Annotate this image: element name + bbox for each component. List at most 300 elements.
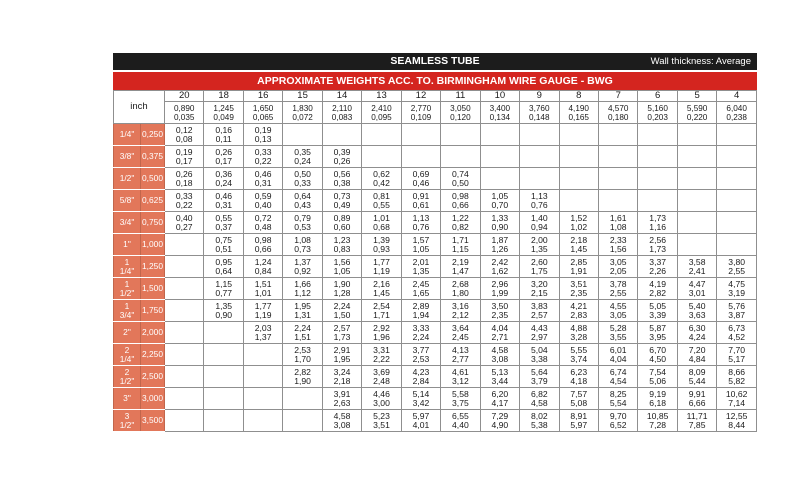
weight-value-2: 0,46 (412, 177, 430, 188)
weight-cell (520, 146, 559, 168)
weight-cell (165, 212, 204, 234)
weight-value-2: 2,45 (452, 331, 469, 342)
table-row (114, 212, 757, 234)
weight-cell (165, 300, 204, 322)
weight-value-2: 2,82 (649, 287, 667, 298)
weight-value-2: 2,24 (412, 331, 430, 342)
weight-value-1: 4,46 (373, 388, 390, 399)
weight-value-2: 4,04 (609, 353, 627, 364)
size-inch-part: 1/2" (119, 287, 135, 298)
weight-cell (480, 168, 519, 190)
weight-cell (165, 256, 204, 278)
row-size-inch (114, 256, 141, 278)
weight-value-2: 0,22 (254, 155, 272, 166)
thickness-mm: 3,760 (529, 103, 550, 113)
sheet-subtitle: APPROXIMATE WEIGHTS ACC. TO. BIRMINGHAM WIRE GAUGE - BWG (113, 72, 757, 90)
weight-value-1: 5,28 (609, 322, 627, 333)
weight-value-1: 1,77 (254, 300, 272, 311)
weight-cell (638, 168, 677, 190)
thickness-mm: 1,830 (292, 103, 313, 113)
weight-cell (204, 322, 243, 344)
weight-value-2: 0,40 (254, 199, 272, 210)
thickness-cell (243, 102, 282, 124)
weight-cell (598, 278, 637, 300)
row-size-inch (114, 146, 141, 168)
weight-value-1: 1,71 (452, 234, 469, 245)
weight-cell (362, 366, 401, 388)
weight-value-2: 0,64 (215, 265, 233, 276)
weight-value-1: 2,45 (412, 278, 430, 289)
weight-value-2: 0,48 (254, 221, 272, 232)
weight-value-2: 4,54 (609, 375, 627, 386)
weight-value-1: 7,57 (570, 388, 588, 399)
table-row (114, 410, 757, 432)
weight-cell (677, 256, 716, 278)
weight-cell (283, 388, 322, 410)
gauge-number: 18 (204, 91, 243, 102)
weight-cell (717, 300, 757, 322)
weight-cell (204, 256, 243, 278)
weight-cell (362, 234, 401, 256)
weight-value-2: 1,90 (294, 375, 311, 386)
weight-value-1: 0,19 (254, 124, 272, 135)
weight-cell (204, 366, 243, 388)
weight-value-1: 0,72 (254, 212, 272, 223)
weight-value-2: 1,28 (333, 287, 351, 298)
weight-value-1: 6,70 (649, 344, 667, 355)
weight-value-2: 1,80 (452, 287, 469, 298)
weight-cell (717, 410, 757, 432)
weight-cell (362, 278, 401, 300)
weight-value-1: 0,26 (215, 146, 233, 157)
weight-value-1: 0,56 (333, 168, 351, 179)
weight-value-1: 7,70 (728, 344, 746, 355)
weight-value-1: 1,01 (373, 212, 390, 223)
weight-cell (204, 388, 243, 410)
weight-value-2: 6,18 (649, 397, 667, 408)
weight-cell (401, 168, 440, 190)
weight-cell (165, 234, 204, 256)
weight-cell (717, 278, 757, 300)
weight-value-2: 7,14 (728, 397, 746, 408)
weight-value-2: 1,73 (649, 243, 667, 254)
thickness-mm: 6,040 (726, 103, 747, 113)
gauge-header-row (114, 91, 757, 102)
weight-cell (322, 212, 361, 234)
weight-value-2: 0,13 (254, 133, 272, 144)
thickness-inch: 0,238 (726, 112, 747, 122)
weight-cell (243, 388, 282, 410)
weight-value-2: 0,55 (373, 199, 390, 210)
weight-cell (165, 410, 204, 432)
weight-value-2: 1,99 (491, 287, 509, 298)
weight-value-1: 1,77 (373, 256, 390, 267)
weight-value-1: 0,19 (175, 146, 193, 157)
weight-value-1: 1,40 (530, 212, 548, 223)
weight-value-2: 6,66 (688, 397, 706, 408)
weight-cell (520, 168, 559, 190)
weight-cell (559, 300, 598, 322)
weight-cell (243, 410, 282, 432)
weight-value-2: 2,55 (728, 265, 746, 276)
row-size-decimal: 0,625 (141, 190, 165, 212)
weight-value-2: 0,08 (175, 133, 193, 144)
weight-value-1: 0,73 (333, 190, 351, 201)
weight-value-2: 2,57 (530, 309, 548, 320)
weight-value-2: 0,73 (294, 243, 311, 254)
thickness-inch: 0,220 (686, 112, 708, 122)
weight-value-2: 3,55 (609, 331, 627, 342)
weight-value-2: 3,74 (570, 353, 588, 364)
weight-cell (441, 256, 480, 278)
weight-cell (480, 322, 519, 344)
sheet-title: SEAMLESS TUBE (390, 55, 480, 67)
weight-value-1: 6,73 (728, 322, 746, 333)
row-size-decimal: 2,500 (141, 366, 165, 388)
weight-cell (165, 366, 204, 388)
row-size-inch (114, 234, 141, 256)
weight-value-1: 8,09 (688, 366, 706, 377)
weight-cell (677, 344, 716, 366)
thickness-cell (165, 102, 204, 124)
weight-cell (322, 124, 361, 146)
weight-value-2: 0,37 (215, 221, 233, 232)
weight-value-2: 2,55 (609, 287, 627, 298)
weight-value-2: 4,18 (570, 375, 588, 386)
table-row (114, 234, 757, 256)
weight-value-1: 0,12 (175, 124, 193, 135)
weight-value-2: 1,12 (294, 287, 311, 298)
thickness-cell (322, 102, 361, 124)
weight-value-2: 3,75 (452, 397, 469, 408)
weight-cell (283, 124, 322, 146)
weight-cell (204, 344, 243, 366)
size-inch-part: 3/8" (119, 151, 135, 161)
weight-value-1: 0,98 (254, 234, 272, 245)
weight-cell (401, 234, 440, 256)
weight-cell (441, 410, 480, 432)
weight-value-2: 1,35 (530, 243, 548, 254)
weight-value-1: 1,61 (609, 212, 627, 223)
weight-cell (441, 190, 480, 212)
size-inch-part: 1/2" (119, 375, 135, 386)
weight-value-1: 8,66 (728, 366, 746, 377)
weight-cell (717, 190, 757, 212)
weight-value-1: 5,64 (530, 366, 548, 377)
weight-cell (401, 146, 440, 168)
weight-cell (638, 212, 677, 234)
thickness-cell (401, 102, 440, 124)
weight-cell (677, 146, 716, 168)
weight-cell (362, 256, 401, 278)
weight-value-2: 4,58 (530, 397, 548, 408)
weight-value-1: 2,24 (294, 322, 311, 333)
weight-value-2: 0,22 (175, 199, 193, 210)
weight-value-1: 0,95 (215, 256, 233, 267)
weight-value-2: 0,92 (294, 265, 311, 276)
weight-value-1: 4,04 (491, 322, 509, 333)
weight-value-2: 5,06 (649, 375, 667, 386)
weight-cell (243, 278, 282, 300)
weight-cell (638, 278, 677, 300)
weight-value-1: 3,37 (649, 256, 667, 267)
weight-cell (520, 212, 559, 234)
weight-value-1: 0,69 (412, 168, 430, 179)
weight-value-1: 3,31 (373, 344, 390, 355)
row-size-decimal: 3,500 (141, 410, 165, 432)
weight-value-2: 1,45 (570, 243, 588, 254)
size-inch-part: 5/8" (119, 195, 135, 205)
weight-cell (480, 410, 519, 432)
weight-value-1: 2,85 (570, 256, 588, 267)
weight-value-2: 0,93 (373, 243, 390, 254)
weight-value-2: 3,44 (491, 375, 509, 386)
size-inch-part: 1/2" (119, 173, 135, 183)
weight-value-1: 1,35 (215, 300, 233, 311)
weight-value-1: 6,01 (609, 344, 627, 355)
weight-value-2: 0,61 (412, 199, 430, 210)
thickness-inch: 0,148 (529, 112, 550, 122)
row-size-decimal: 0,750 (141, 212, 165, 234)
weight-cell (638, 124, 677, 146)
weight-value-2: 0,83 (333, 243, 351, 254)
size-inch-part: 1/4" (119, 265, 135, 276)
size-inch-part: 1 (124, 278, 130, 289)
size-inch-part: 1/4" (119, 129, 135, 139)
weight-value-1: 5,97 (412, 410, 430, 421)
weight-value-2: 0,11 (215, 133, 232, 144)
weight-cell (243, 344, 282, 366)
weight-value-1: 3,64 (452, 322, 469, 333)
table-body (114, 124, 757, 432)
row-size-inch (114, 344, 141, 366)
weight-value-2: 2,35 (570, 287, 588, 298)
weight-cell (204, 168, 243, 190)
weight-value-2: 3,08 (333, 419, 351, 430)
weight-value-1: 2,00 (530, 234, 548, 245)
weight-cell (204, 234, 243, 256)
weight-cell (677, 410, 716, 432)
weight-cell (362, 322, 401, 344)
row-size-inch (114, 300, 141, 322)
weight-value-2: 2,77 (452, 353, 469, 364)
weight-value-2: 3,79 (530, 375, 548, 386)
weight-cell (441, 278, 480, 300)
weight-value-2: 0,82 (452, 221, 469, 232)
weight-value-1: 2,03 (254, 322, 272, 333)
weight-cell (559, 190, 598, 212)
weight-cell (401, 410, 440, 432)
weight-value-2: 1,15 (452, 243, 469, 254)
weight-cell (322, 300, 361, 322)
inch-header: inch (114, 91, 165, 124)
weight-value-2: 1,05 (333, 265, 351, 276)
weight-value-2: 5,54 (609, 397, 627, 408)
weight-cell (638, 256, 677, 278)
weight-cell (441, 234, 480, 256)
weight-value-1: 2,33 (609, 234, 627, 245)
size-inch-part: 1/2" (119, 419, 135, 430)
weight-value-1: 1,90 (333, 278, 351, 289)
gauge-number: 13 (362, 91, 401, 102)
weight-cell (362, 168, 401, 190)
weight-value-1: 3,83 (530, 300, 548, 311)
weight-value-2: 1,47 (452, 265, 469, 276)
weight-value-1: 1,57 (412, 234, 430, 245)
weight-cell (559, 278, 598, 300)
weight-value-1: 0,55 (215, 212, 233, 223)
weight-value-2: 1,16 (649, 221, 667, 232)
weight-cell (401, 366, 440, 388)
weight-value-1: 1,23 (333, 234, 351, 245)
weight-value-2: 1,01 (254, 287, 272, 298)
weight-cell (441, 168, 480, 190)
row-size-decimal: 0,375 (141, 146, 165, 168)
weight-cell (520, 344, 559, 366)
table-row (114, 146, 757, 168)
row-size-decimal: 2,250 (141, 344, 165, 366)
size-inch-part: 2 (124, 366, 130, 377)
weight-cell (520, 278, 559, 300)
weight-value-2: 2,18 (333, 375, 351, 386)
weight-value-1: 6,20 (491, 388, 509, 399)
weight-value-1: 5,13 (491, 366, 509, 377)
weight-value-1: 1,08 (294, 234, 311, 245)
weight-cell (717, 366, 757, 388)
weight-value-2: 1,08 (609, 221, 627, 232)
weight-cell (322, 410, 361, 432)
gauge-number: 8 (559, 91, 598, 102)
weight-value-2: 1,37 (254, 331, 272, 342)
weight-cell (638, 366, 677, 388)
weight-value-1: 4,13 (452, 344, 469, 355)
thickness-inch: 0,083 (331, 112, 353, 122)
row-size-decimal: 0,500 (141, 168, 165, 190)
tube-weight-sheet (113, 53, 757, 432)
weight-cell (677, 278, 716, 300)
gauge-number: 15 (283, 91, 322, 102)
thickness-cell (559, 102, 598, 124)
weight-value-2: 1,71 (373, 309, 390, 320)
gauge-number: 10 (480, 91, 519, 102)
weight-value-1: 3,05 (609, 256, 627, 267)
weight-value-1: 1,87 (491, 234, 509, 245)
weight-value-1: 4,88 (570, 322, 588, 333)
weight-cell (717, 322, 757, 344)
weight-value-1: 4,58 (333, 410, 351, 421)
weight-value-2: 1,73 (333, 331, 351, 342)
weight-value-2: 2,12 (452, 309, 469, 320)
weight-value-2: 0,66 (254, 243, 272, 254)
weight-value-1: 0,62 (373, 168, 390, 179)
weight-cell (480, 278, 519, 300)
weight-cell (598, 410, 637, 432)
thickness-mm: 1,650 (252, 103, 274, 113)
thickness-inch: 0,095 (371, 112, 392, 122)
weight-value-2: 0,68 (373, 221, 390, 232)
size-inch-part: 3/4" (119, 309, 135, 320)
weight-value-1: 0,75 (215, 234, 233, 245)
thickness-inch: 0,120 (450, 112, 471, 122)
weight-value-1: 6,74 (609, 366, 627, 377)
gauge-number: 14 (322, 91, 361, 102)
weight-cell (638, 410, 677, 432)
weight-cell (204, 146, 243, 168)
weight-cell (441, 300, 480, 322)
weight-value-2: 4,52 (728, 331, 746, 342)
weight-value-1: 0,33 (175, 190, 193, 201)
row-size-inch (114, 278, 141, 300)
weight-value-1: 3,24 (333, 366, 351, 377)
weight-cell (243, 190, 282, 212)
weight-cell (165, 388, 204, 410)
size-inch-part: 1" (123, 239, 131, 249)
thickness-mm: 2,110 (332, 103, 352, 113)
weight-value-2: 0,90 (491, 221, 509, 232)
weight-cell (559, 322, 598, 344)
weight-value-2: 2,97 (530, 331, 548, 342)
weight-value-2: 4,24 (688, 331, 706, 342)
weight-value-1: 1,51 (254, 278, 272, 289)
weight-cell (283, 190, 322, 212)
weight-value-2: 1,94 (412, 309, 430, 320)
title-bar (113, 53, 757, 70)
weight-cell (322, 278, 361, 300)
weight-value-1: 5,58 (452, 388, 469, 399)
weight-cell (283, 146, 322, 168)
weight-value-1: 2,82 (294, 366, 311, 377)
weight-value-1: 0,46 (254, 168, 272, 179)
weight-value-1: 2,68 (452, 278, 469, 289)
thickness-inch: 0,180 (607, 112, 629, 122)
weight-value-2: 2,15 (530, 287, 548, 298)
weight-value-2: 4,50 (649, 353, 667, 364)
weight-value-2: 0,17 (175, 155, 193, 166)
thickness-inch: 0,072 (292, 112, 313, 122)
weight-value-1: 1,13 (530, 190, 548, 201)
weight-value-2: 0,76 (530, 199, 548, 210)
weight-value-2: 4,01 (412, 419, 430, 430)
weight-value-2: 2,35 (491, 309, 509, 320)
weight-cell (243, 322, 282, 344)
weight-value-2: 0,27 (175, 221, 193, 232)
weight-cell (480, 256, 519, 278)
size-inch-part: 1 (124, 256, 130, 267)
weight-value-1: 0,33 (254, 146, 272, 157)
thickness-mm: 4,190 (568, 103, 589, 113)
gauge-number: 20 (165, 91, 204, 102)
weight-cell (243, 212, 282, 234)
weight-value-1: 0,40 (175, 212, 193, 223)
weight-cell (322, 344, 361, 366)
weight-value-1: 2,96 (491, 278, 509, 289)
weight-cell (598, 388, 637, 410)
thickness-mm: 2,770 (410, 103, 432, 113)
weight-cell (322, 190, 361, 212)
weight-value-2: 0,24 (215, 177, 233, 188)
weight-value-1: 0,74 (452, 168, 469, 179)
gauge-number: 11 (441, 91, 480, 102)
weight-cell (638, 234, 677, 256)
weight-cell (520, 410, 559, 432)
weight-cell (401, 388, 440, 410)
weight-value-1: 0,50 (294, 168, 311, 179)
weight-value-2: 0,26 (333, 155, 351, 166)
weight-value-1: 5,05 (649, 300, 667, 311)
weight-cell (362, 344, 401, 366)
weight-value-2: 1,31 (294, 309, 311, 320)
weight-cell (480, 146, 519, 168)
